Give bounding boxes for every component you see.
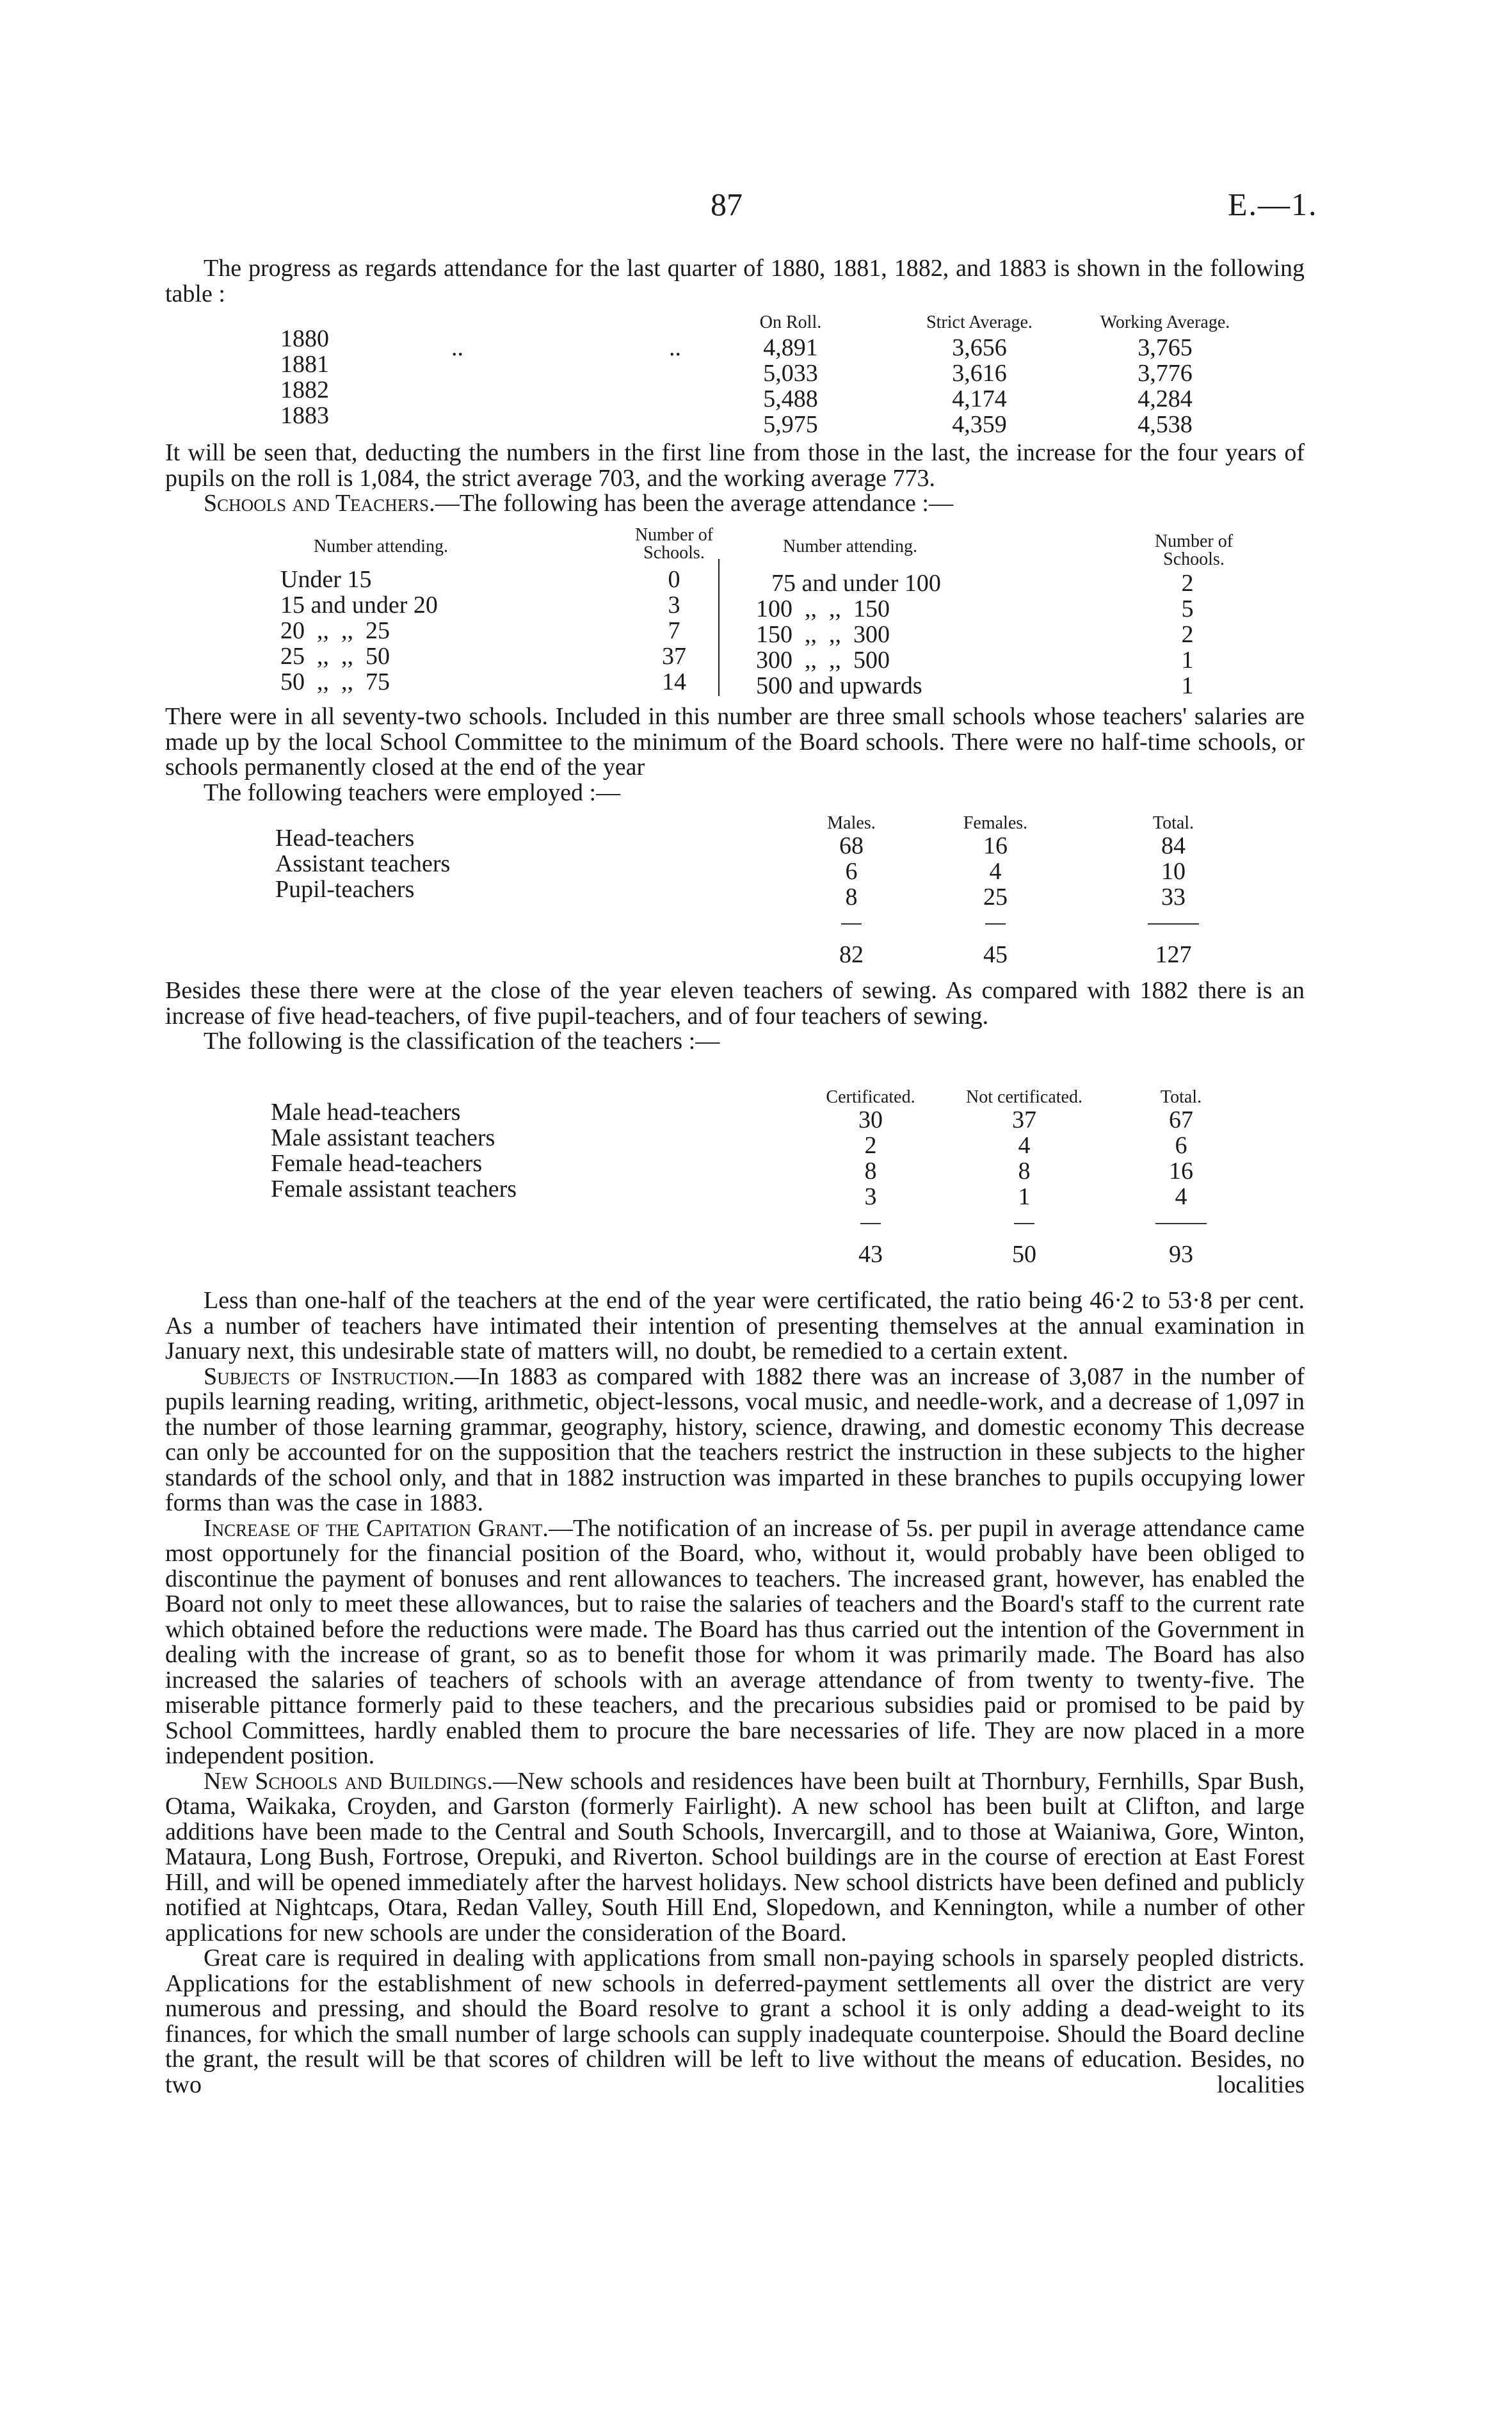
year-label: 1881 <box>280 351 329 378</box>
table-value: 4 <box>1018 1132 1031 1159</box>
teachers-table <box>0 813 1512 968</box>
body-paragraph <box>165 1288 1305 1364</box>
year-label: 1880 <box>280 325 329 352</box>
table-value: 16 <box>983 832 1008 859</box>
column-header: Number attending. <box>783 537 917 556</box>
table-value: 5,975 <box>763 411 818 438</box>
body-paragraph <box>165 1769 1305 1946</box>
table-value: 6 <box>1175 1132 1187 1159</box>
table-value: 5,033 <box>763 360 818 387</box>
intro-text: The progress as regards attendance for the last quarter of 1880, 1881, 1882, and 1883 is shown in the following table : <box>165 255 1305 307</box>
table-value: 10 <box>1161 858 1186 885</box>
body-paragraph <box>165 1364 1305 1516</box>
table-row <box>0 1176 1512 1210</box>
attendance-range: Under 15 <box>280 566 372 593</box>
schools-intro <box>165 491 1305 517</box>
table-value: 3 <box>864 1183 877 1210</box>
table-value: 84 <box>1161 832 1186 859</box>
row-label: Male head-teachers <box>271 1099 461 1126</box>
body-paragraph <box>165 1946 1305 2098</box>
school-count: 2 <box>1181 570 1194 597</box>
table-value: 3,656 <box>952 334 1007 361</box>
table-row <box>0 325 1512 361</box>
column-header: Number of Schools. <box>1154 531 1234 569</box>
paragraph-text: Great care is required in dealing with applications from small non-paying schools in sparsely peopled districts. Applications for the establishment of new schools in deferred-payment settlements all over the district are very numerous and pressing, and should the Board resolve to grant a school it is only adding a dead-weight to its finances, for which the small number of large schools can supply inadequate counterpoise. Should the Board decline the grant, the result will be that scores of children will be left to live without the means of education. Besides, no two localities <box>165 1945 1305 2098</box>
table-value: 2 <box>864 1132 877 1159</box>
classification-table <box>0 1087 1512 1268</box>
teachers-intro: The following teachers were employed :— <box>204 779 621 806</box>
document-reference: E.—1. <box>1228 186 1318 222</box>
table-row <box>0 876 1512 910</box>
column-header: Total. <box>1160 1087 1202 1107</box>
table-value: 8 <box>845 884 858 910</box>
classification-intro: The following is the classification of the teachers :— <box>204 1028 720 1055</box>
school-count: 5 <box>1181 595 1194 622</box>
sewing-text: Besides these there were at the close of the year eleven teachers of sewing. As compared with 1882 there is an increase of five head-teachers, of five pupil-teachers, and of four teachers of sewing. <box>165 977 1305 1030</box>
table-value: 4,891 <box>763 334 818 361</box>
table-value: 8 <box>1018 1158 1031 1185</box>
column-header: Certificated. <box>826 1087 915 1107</box>
school-count: 7 <box>668 617 680 644</box>
section-heading: Subjects of Instruction. <box>204 1363 455 1390</box>
table-row <box>0 566 1512 597</box>
table-divider <box>718 559 720 696</box>
attendance-range: 150 ,, ,, 300 <box>756 621 890 648</box>
year-label: 1883 <box>280 402 329 429</box>
schools-paragraph <box>165 704 1305 805</box>
table-row <box>0 402 1512 438</box>
table-row <box>0 314 1512 336</box>
column-header: Working Average. <box>1100 312 1230 332</box>
row-label: Female assistant teachers <box>271 1176 517 1202</box>
sum-rule <box>1155 1223 1207 1224</box>
sum-rule <box>1148 923 1199 925</box>
table-value: 25 <box>983 884 1008 910</box>
attendance-range: 500 and upwards <box>756 672 922 699</box>
body-text <box>165 1288 1305 2098</box>
table-value: 4,174 <box>952 385 1007 412</box>
table-value: 68 <box>839 832 864 859</box>
table-value: 33 <box>1161 884 1186 910</box>
table-value: 1 <box>1018 1183 1031 1210</box>
table-value: 8 <box>864 1158 877 1185</box>
row-label: Female head-teachers <box>271 1150 483 1177</box>
sum-rule <box>841 923 862 925</box>
table-value: 16 <box>1169 1158 1193 1185</box>
schools-text: There were in all seventy-two schools. Included in this number are three small schools whose teachers' salaries are made up by the local School Committee to the minimum of the Board schools. There were no half-time schools, or schools permanently closed at the end of the year <box>165 703 1305 781</box>
total-value: 43 <box>858 1241 883 1268</box>
table-row <box>0 1124 1512 1159</box>
column-header: Number of Schools. <box>634 525 714 563</box>
section-heading: New Schools and Buildings. <box>204 1767 494 1795</box>
table-row <box>0 376 1512 412</box>
school-count: 1 <box>1181 672 1194 699</box>
table-row <box>0 617 1512 648</box>
table-row <box>0 1150 1512 1185</box>
column-header: Total. <box>1152 813 1194 833</box>
paragraph-text: —New schools and residences have been built at Thornbury, Fernhills, Spar Bush, Otama, Waikaka, Croyden, and Garston (formerly Fairlight). A new school has been built at Clifton, and large additions have been made to the Central and South Schools, Invercargill, and to those at Waianiwa, Gore, Winton, Mataura, Long Bush, Fortrose, Orepuki, and Riverton. School buildings are in the course of erection at East Forest Hill, and will be opened immediately after the harvest holidays. New school districts have been defined and publicly notified at Nightcaps, Otara, Redan Valley, South Hill End, Slopedown, and Kennington, while a number of other applications for new schools are under the consideration of the Board. <box>165 1767 1305 1946</box>
attendance-table <box>0 314 1512 438</box>
table-value: 4 <box>1175 1183 1187 1210</box>
row-label: Pupil-teachers <box>275 876 415 903</box>
column-header: On Roll. <box>759 312 822 332</box>
increase-text: It will be seen that, deducting the numbers in the first line from those in the last, the increase for the four years of pupils on the roll is 1,084, the strict average 703, and the working average 773. <box>165 439 1305 492</box>
row-label: Head-teachers <box>275 825 415 852</box>
table-row <box>0 526 1512 567</box>
schools-intro-text: —The following has been the average attendance :— <box>435 490 953 517</box>
table-row <box>0 850 1512 885</box>
total-value: 82 <box>839 941 864 968</box>
table-value: 4,284 <box>1138 385 1193 412</box>
sum-rule <box>985 923 1006 925</box>
total-value: 127 <box>1155 941 1192 968</box>
table-row <box>0 1236 1512 1268</box>
attendance-range: 300 ,, ,, 500 <box>756 647 890 674</box>
school-count: 2 <box>1181 621 1194 648</box>
paragraph-text: Less than one-half of the teachers at the end of the year were certificated, the ratio being 46·2 to 53·8 per cent. As a number of teachers have intimated their intention of presenting themselves at the annual examination in January next, this undesirable state of matters will, no doubt, be remedied to a certain extent. <box>165 1287 1305 1364</box>
section-heading: Increase of the Capitation Grant. <box>204 1514 549 1542</box>
row-label: Male assistant teachers <box>271 1124 495 1151</box>
total-value: 50 <box>1012 1241 1036 1268</box>
school-count: 14 <box>662 668 686 695</box>
table-row <box>0 1088 1512 1108</box>
table-value: 4,538 <box>1138 411 1193 438</box>
paragraph-text: —The notification of an increase of 5s. per pupil in average attendance came most opportunely for the financial position of the Board, who, without it, would probably have been obliged to discontinue the payment of bonuses and rent allowances to teachers. The increased grant, however, has enabled the Board not only to meet these allowances, but to raise the salaries of teachers and the Board's staff to the current rate which obtained before the reductions were made. The Board has thus carried out the intention of the Government in dealing with the increase of grant, so as to benefit those for whom it was primarily made. The Board has also increased the salaries of teachers of schools with an average attendance of from twenty to twenty-five. The miserable pittance formerly paid to these teachers, and the precarious subsidies paid or promised to be paid by School Committees, hardly enabled them to procure the bare necessaries of life. They are now placed in a more independent position. <box>165 1514 1305 1769</box>
table-row <box>0 1210 1512 1236</box>
column-header: Females. <box>963 813 1028 833</box>
attendance-range: 100 ,, ,, 150 <box>756 595 890 622</box>
table-value: 37 <box>1012 1106 1036 1133</box>
leader-dots: .. <box>451 334 463 361</box>
table-value: 3,776 <box>1138 360 1193 387</box>
column-header: Number attending. <box>314 537 448 556</box>
leader-dots: .. <box>669 334 681 361</box>
body-paragraph <box>165 1516 1305 1769</box>
sum-rule <box>1014 1223 1034 1224</box>
table-value: 4,359 <box>952 411 1007 438</box>
attendance-range: 25 ,, ,, 50 <box>280 643 390 670</box>
schools-attendance-table <box>0 525 1512 699</box>
table-value: 67 <box>1169 1106 1193 1133</box>
attendance-range: 75 and under 100 <box>771 570 941 597</box>
year-label: 1882 <box>280 376 329 403</box>
attendance-range: 20 ,, ,, 25 <box>280 617 390 644</box>
table-row <box>0 910 1512 936</box>
table-row <box>0 668 1512 699</box>
table-value: 3,616 <box>952 360 1007 387</box>
table-row <box>0 814 1512 834</box>
table-value: 4 <box>989 858 1002 885</box>
attendance-range: 15 and under 20 <box>280 592 438 619</box>
table-value: 6 <box>845 858 858 885</box>
table-row <box>0 1099 1512 1133</box>
paragraph-text: —In 1883 as compared with 1882 there was an increase of 3,087 in the number of pupils learning reading, writing, arithmetic, object-lessons, vocal music, and needle-work, and a decrease of 1,097 in the number of those learning grammar, geography, history, science, drawing, and domestic economy This decrease can only be accounted for on the supposition that the teachers restrict the instruction in these subjects to the higher standards of the school only, and that in 1882 instruction was imparted in these branches to pupils occupying lower forms than was the case in 1883. <box>165 1363 1305 1516</box>
table-value: 30 <box>858 1106 883 1133</box>
school-count: 0 <box>668 566 680 593</box>
school-count: 3 <box>668 592 680 619</box>
intro-paragraph <box>165 256 1305 307</box>
table-value: 3,765 <box>1138 334 1193 361</box>
page-number: 87 <box>711 186 743 222</box>
total-value: 93 <box>1169 1241 1193 1268</box>
column-header: Strict Average. <box>926 312 1033 332</box>
increase-paragraph <box>165 441 1305 517</box>
table-row <box>0 592 1512 622</box>
school-count: 37 <box>662 643 686 670</box>
sum-rule <box>860 1223 881 1224</box>
table-row <box>0 825 1512 859</box>
row-label: Assistant teachers <box>275 850 451 877</box>
column-header: Males. <box>827 813 876 833</box>
table-value: 5,488 <box>763 385 818 412</box>
column-header: Not certificated. <box>966 1087 1082 1107</box>
attendance-range: 50 ,, ,, 75 <box>280 668 390 695</box>
table-row <box>0 936 1512 968</box>
total-value: 45 <box>983 941 1008 968</box>
table-row <box>0 643 1512 674</box>
section-heading: Schools and Teachers. <box>204 490 435 517</box>
table-row <box>0 351 1512 387</box>
sewing-paragraph <box>165 978 1305 1055</box>
school-count: 1 <box>1181 647 1194 674</box>
